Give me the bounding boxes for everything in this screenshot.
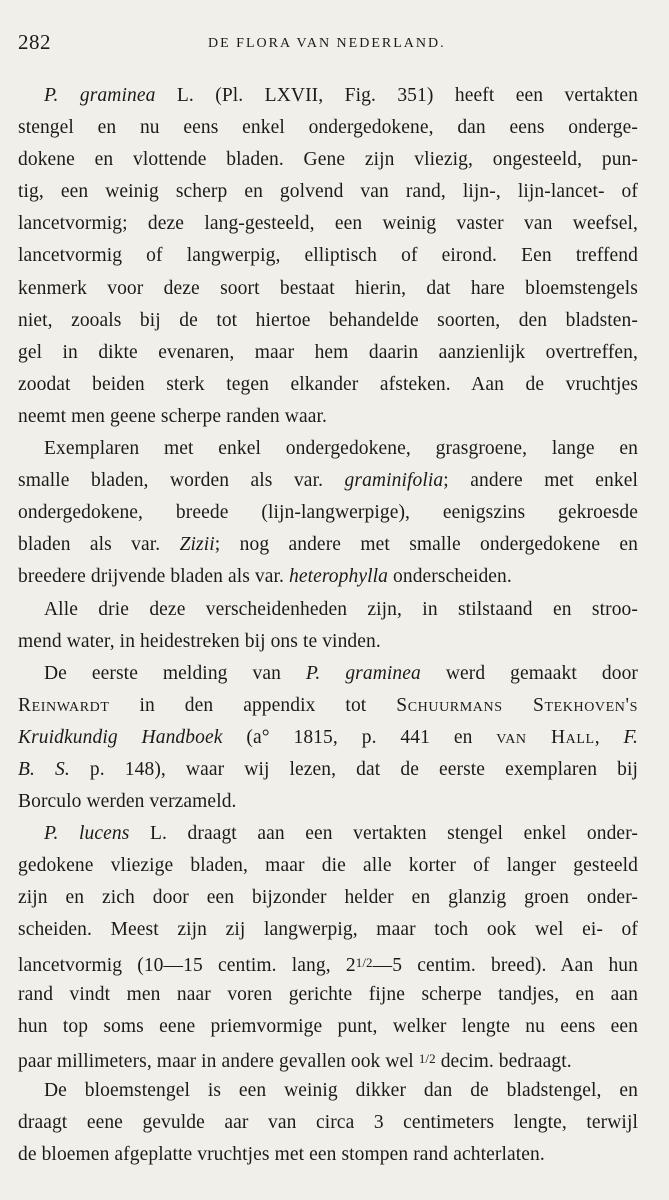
text-run: Exemplaren met enkel ondergedokene, grasgroene, lange en bbox=[44, 438, 638, 460]
text-line bbox=[18, 465, 638, 497]
text-run: De bloemstengel is een weinig dikker dan de bladstengel, en bbox=[44, 1079, 638, 1101]
text-line bbox=[18, 273, 638, 305]
text-line bbox=[18, 529, 638, 561]
italic-run: P. graminea bbox=[44, 85, 156, 106]
text-run: mend water, in heidestreken bij ons te vinden. bbox=[18, 630, 381, 652]
text-line bbox=[18, 112, 638, 144]
text-run: scheiden. Meest zijn zij langwerpig, maar toch ook wel ei- of bbox=[18, 919, 638, 941]
text-line bbox=[18, 144, 638, 176]
text-run: onderscheiden. bbox=[388, 566, 512, 588]
text-run: L. (Pl. LXVII, Fig. 351) heeft een vertakten bbox=[155, 85, 638, 106]
text-line bbox=[18, 914, 638, 946]
text-line bbox=[18, 979, 638, 1011]
text-run: lancetvormig of langwerpig, elliptisch of eirond. Een treffend bbox=[18, 245, 638, 267]
text-run: neemt men geene scherpe randen waar. bbox=[18, 405, 327, 427]
text-line bbox=[18, 1075, 638, 1107]
text-line bbox=[18, 947, 638, 979]
text-run: —5 centim. breed). Aan hun bbox=[372, 954, 638, 976]
text-line bbox=[18, 658, 638, 690]
text-run: tig, een weinig scherp en golvend van rand, lijn-, lijn-lancet- of bbox=[18, 181, 638, 203]
text-line bbox=[18, 1011, 638, 1043]
paragraph bbox=[18, 433, 638, 593]
text-run: ondergedokene, breede (lijn-langwerpige), eenigszins gekroesde bbox=[18, 502, 638, 524]
text-line bbox=[18, 80, 638, 112]
italic-run: B. S. bbox=[18, 758, 70, 780]
text-line bbox=[18, 722, 638, 754]
smallcaps-run: van Hall bbox=[496, 726, 595, 748]
text-line bbox=[18, 369, 638, 401]
text-run: dokene en vlottende bladen. Gene zijn vliezig, ongesteeld, pun- bbox=[18, 149, 638, 171]
text-run: lancetvormig; deze lang-gesteeld, een weinig vaster van weefsel, bbox=[18, 213, 638, 235]
text-line bbox=[18, 690, 638, 722]
text-run: gedokene vliezige bladen, maar die alle korter of langer gesteeld bbox=[18, 855, 638, 877]
text-run: De eerste melding van bbox=[44, 662, 306, 684]
text-line bbox=[18, 401, 638, 433]
text-line bbox=[18, 818, 638, 850]
text-line bbox=[18, 594, 638, 626]
text-run: Alle drie deze verscheidenheden zijn, in stilstaand en stroo- bbox=[44, 598, 638, 620]
text-run: draagt eene gevulde aar van circa 3 centimeters lengte, terwijl bbox=[18, 1112, 638, 1133]
text-run: de bloemen afgeplatte vruchtjes met een stompen rand achterlaten. bbox=[18, 1144, 545, 1166]
text-run: kenmerk voor deze soort bestaat hierin, dat hare bloemstengels bbox=[18, 277, 638, 299]
text-run: (a° 1815, p. 441 en bbox=[222, 726, 497, 748]
paragraph bbox=[18, 594, 638, 658]
text-run: decim. bedraagt. bbox=[435, 1050, 572, 1072]
text-line bbox=[18, 497, 638, 529]
text-run: Borculo werden verzameld. bbox=[18, 791, 237, 813]
smallcaps-run: Schuurmans Stekhoven's bbox=[396, 694, 638, 716]
text-run: niet, zooals bij de tot hiertoe behandelde soorten, den bladsten- bbox=[18, 309, 638, 331]
text-line bbox=[18, 433, 638, 465]
text-run: gel in dikte evenaren, maar hem daarin aanzienlijk overtreffen, bbox=[18, 341, 638, 363]
italic-run: Kruidkundig Handboek bbox=[18, 726, 223, 748]
text-run: paar millimeters, maar in andere gevallen ook wel bbox=[18, 1050, 419, 1072]
italic-run: graminifolia bbox=[344, 470, 444, 492]
text-run: hun top soms eene priemvormige punt, welker lengte nu eens een bbox=[18, 1015, 638, 1037]
text-run: zijn en zich door een bijzonder helder en glanzig groen onder- bbox=[18, 887, 638, 909]
text-line bbox=[18, 208, 638, 240]
italic-run: P. lucens bbox=[44, 823, 130, 845]
text-line bbox=[18, 1107, 638, 1139]
text-line bbox=[18, 754, 638, 786]
text-run: ; nog andere met smalle ondergedokene en bbox=[214, 534, 639, 556]
text-line bbox=[18, 561, 638, 593]
text-run: stengel en nu eens enkel ondergedokene, dan eens onderge- bbox=[18, 117, 638, 139]
text-run: ; andere met enkel bbox=[443, 470, 638, 492]
text-line bbox=[18, 1139, 638, 1171]
paragraph bbox=[18, 1075, 638, 1171]
italic-run: Zizii bbox=[179, 534, 215, 556]
page-header bbox=[18, 30, 639, 58]
text-run: bladen als var. bbox=[18, 534, 180, 556]
text-line bbox=[18, 786, 638, 818]
smallcaps-run: Reinwardt bbox=[18, 694, 110, 716]
text-run: L. draagt aan een vertakten stengel enkel onder- bbox=[129, 823, 638, 845]
text-run: werd gemaakt door bbox=[420, 662, 639, 684]
running-title: DE FLORA VAN NEDERLAND. bbox=[208, 36, 446, 51]
text-run: , bbox=[594, 726, 624, 748]
page-number: 282 bbox=[18, 30, 51, 54]
paragraph bbox=[18, 818, 638, 1075]
fraction: 1/2 bbox=[355, 954, 373, 970]
body-text bbox=[18, 80, 638, 1171]
text-run: zoodat beiden sterk tegen elkander afsteken. Aan de vruchtjes bbox=[18, 373, 638, 395]
text-line bbox=[18, 337, 638, 369]
italic-run: heterophylla bbox=[288, 566, 389, 588]
text-run: smalle bladen, worden als var. bbox=[18, 470, 345, 492]
text-line bbox=[18, 176, 638, 208]
text-run: p. 148), waar wij lezen, dat de eerste exemplaren bij bbox=[69, 758, 638, 780]
text-run: in den appendix tot bbox=[109, 694, 397, 716]
text-run: breedere drijvende bladen als var. bbox=[18, 566, 289, 588]
paragraph bbox=[18, 80, 638, 433]
fraction: 1/2 bbox=[418, 1050, 436, 1066]
italic-run: F. bbox=[623, 726, 639, 748]
italic-run: P. graminea bbox=[305, 662, 421, 684]
text-run: lancetvormig (10—15 centim. lang, 2 bbox=[18, 954, 356, 976]
paragraph bbox=[18, 658, 638, 818]
text-line bbox=[18, 1043, 638, 1075]
text-line bbox=[18, 240, 638, 272]
text-line bbox=[18, 305, 638, 337]
text-line bbox=[18, 626, 638, 658]
text-line bbox=[18, 850, 638, 882]
text-run: rand vindt men naar voren gerichte fijne scherpe tandjes, en aan bbox=[18, 983, 638, 1005]
text-line bbox=[18, 882, 638, 914]
